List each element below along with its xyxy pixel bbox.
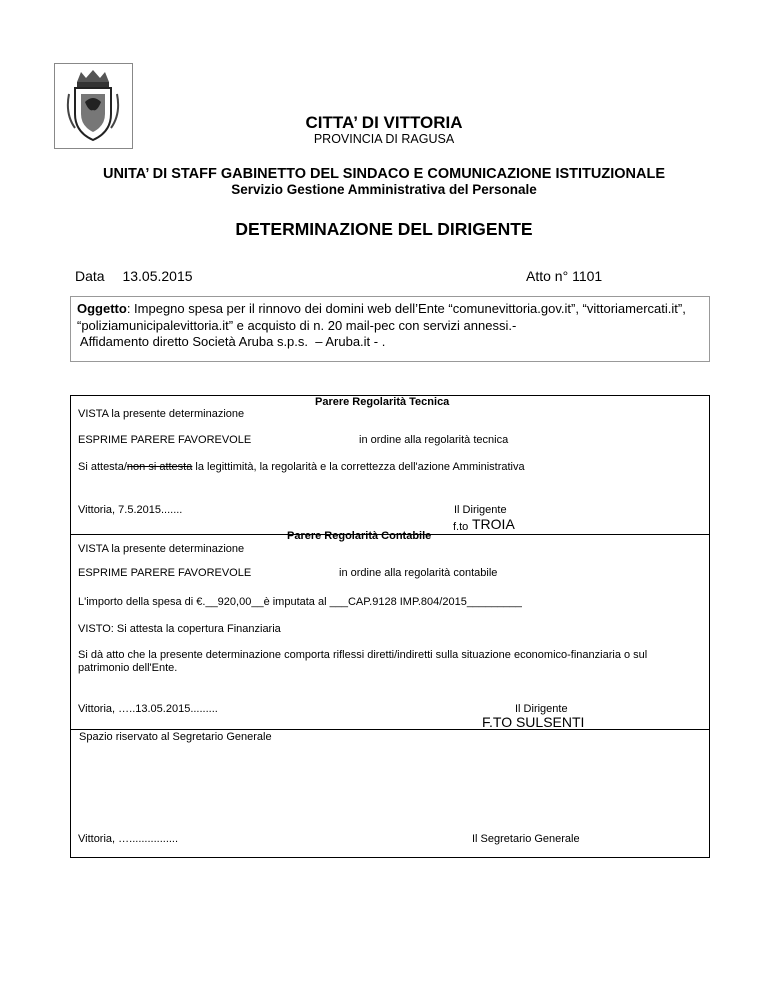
document-title: DETERMINAZIONE DEL DIRIGENTE: [235, 219, 533, 239]
date-value: 13.05.2015: [122, 268, 193, 284]
accounting-importo: L'importo della spesa di €.__920,00__è imputata al ___CAP.9128 IMP.804/2015_________: [78, 596, 522, 608]
section-divider-2: [71, 729, 709, 730]
accounting-dirigente-label: Il Dirigente: [515, 703, 568, 715]
attesta-suffix: la legittimità, la regolarità e la correttezza dell'azione Amministrativa: [192, 461, 525, 473]
accounting-place-date: Vittoria, …..13.05.2015.........: [78, 703, 218, 715]
city-name: CITTA’ DI VITTORIA: [305, 113, 463, 132]
technical-fto: f.to: [453, 521, 469, 533]
technical-dirigente-label: Il Dirigente: [454, 504, 507, 516]
secretary-place-date: Vittoria, …................: [78, 833, 179, 845]
opinions-panel: [70, 395, 710, 858]
subject-text-1: : Impegno spesa per il rinnovo dei domini web dell’Ente “comunevittoria.gov.it”, “vittoriamercati.it”,: [126, 301, 686, 316]
accounting-ordine: in ordine alla regolarità contabile: [339, 567, 498, 579]
technical-ordine: in ordine alla regolarità tecnica: [359, 434, 509, 446]
subject-line-3: Affidamento diretto Società Aruba s.p.s. – Aruba.it - .: [77, 334, 386, 349]
province-name: PROVINCIA DI RAGUSA: [313, 132, 455, 146]
accounting-esprime: ESPRIME PARERE FAVOREVOLE: [78, 567, 252, 579]
accounting-signature: F.TO SULSENTI: [482, 714, 585, 730]
secretary-label: Il Segretario Generale: [472, 833, 580, 845]
attesta-struck: non si attesta: [126, 461, 193, 473]
date-line: [75, 268, 193, 284]
accounting-opinion-title: Parere Regolarità Contabile: [287, 530, 432, 542]
technical-attesta: [78, 461, 525, 473]
act-number: Atto n° 1101: [526, 268, 603, 284]
date-label: Data: [75, 268, 105, 284]
accounting-atto-line-1: Si dà atto che la presente determinazione comporta riflessi diretti/indiretti sulla situazione economico-finanziaria o sul: [78, 649, 648, 661]
attesta-prefix: Si attesta/: [78, 461, 127, 473]
technical-vista: VISTA la presente determinazione: [78, 408, 245, 420]
technical-place-date: Vittoria, 7.5.2015.......: [78, 504, 183, 516]
service-name: Servizio Gestione Amministrativa del Personale: [231, 182, 537, 197]
technical-signature: TROIA: [472, 516, 515, 532]
subject-line-2: “poliziamunicipalevittoria.it” e acquisto di n. 20 mail-pec con servizi annessi.-: [77, 317, 517, 333]
technical-esprime: ESPRIME PARERE FAVOREVOLE: [78, 434, 252, 446]
unit-name: UNITA’ DI STAFF GABINETTO DEL SINDACO E COMUNICAZIONE ISTITUZIONALE: [102, 166, 666, 182]
subject-box: [70, 296, 710, 362]
technical-opinion-title: Parere Regolarità Tecnica: [315, 396, 450, 408]
accounting-vista: VISTA la presente determinazione: [78, 543, 245, 555]
secretary-title: Spazio riservato al Segretario Generale: [79, 731, 272, 743]
accounting-atto-line-2: patrimonio dell'Ente.: [78, 662, 178, 674]
subject-label: Oggetto: [77, 301, 127, 316]
accounting-visto: VISTO: Si attesta la copertura Finanziaria: [78, 623, 281, 635]
subject-line-1: [77, 301, 703, 318]
